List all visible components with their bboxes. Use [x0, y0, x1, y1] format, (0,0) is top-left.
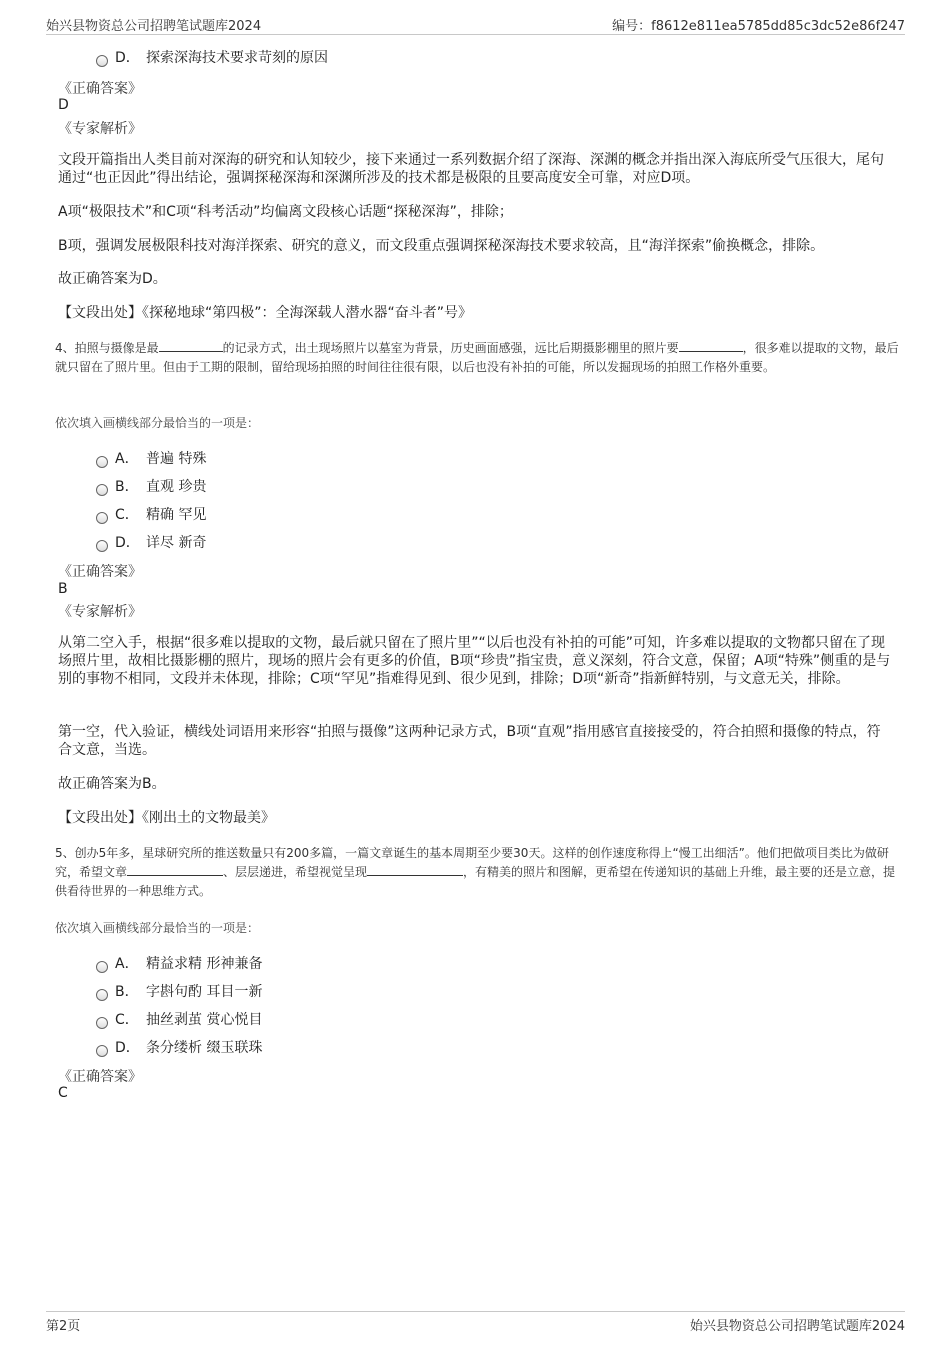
page-number: 第2页	[46, 1319, 81, 1334]
radio-icon[interactable]	[96, 484, 108, 496]
q4-analysis-p1: 从第二空入手，根据“很多难以提取的文物，最后就只留在了照片里”“以后也没有补拍的可能”可知，许多难以提取的文物都只留在了现场照片里，故相比摄影棚的照片，现场的照片会有更多的价值，B项“珍贵”指宝贵，意义深刻，符合文意，保留；A项“特殊”侧重的是与别的事物不相同，文段并未体现，排除；C项“罕见”指难得见到、很少见到，排除；D项“新奇”指新鲜特别，与文意无关，排除。	[58, 635, 891, 687]
q4-correct-answer-label: 《正确答案》	[58, 564, 142, 580]
q3-answer: D	[58, 97, 69, 113]
q4-expert-analysis-label: 《专家解析》	[58, 604, 142, 620]
q3-analysis-p2: A项“极限技术”和C项“科考活动”均偏离文段核心话题“探秘深海”，排除；	[58, 204, 513, 220]
q4-option-a[interactable]: A． 普遍 特殊	[96, 448, 206, 468]
page-header	[46, 14, 905, 35]
q4-blank-1	[159, 339, 223, 352]
q4-blank-2	[679, 339, 743, 352]
q4-stem: 4、拍照与摄像是最 的记录方式，出土现场照片以墓室为背景，历史画面感强，远比后期摄影棚里的照片要 ，很多难以提取的文物，最后就只留在了照片里。但由于工期的限制，留给现场拍照的时间往往很有限，以后也没有补拍的可能，所以发掘现场的拍照工作格外重要。	[55, 341, 899, 374]
q4-option-d[interactable]: D． 详尽 新奇	[96, 532, 206, 552]
q5-correct-answer-label: 《正确答案》	[58, 1069, 142, 1085]
radio-icon[interactable]	[96, 540, 108, 552]
q3-analysis-p1: 文段开篇指出人类目前对深海的研究和认知较少，接下来通过一系列数据介绍了深海、深渊的概念并指出深入海底所受气压很大，尾句通过“也正因此”得出结论，强调探秘深海和深渊所涉及的技术都是极限的且要高度安全可靠，对应D项。	[58, 152, 884, 186]
q5-option-a[interactable]: A． 精益求精 形神兼备	[96, 953, 262, 973]
radio-icon[interactable]	[96, 1045, 108, 1057]
radio-icon[interactable]	[96, 55, 108, 67]
q5-blank-2	[367, 863, 463, 876]
q5-blank-1	[127, 863, 223, 876]
q4-analysis-p3: 故正确答案为B。	[58, 776, 166, 792]
q5-option-c[interactable]: C． 抽丝剥茧 赏心悦目	[96, 1009, 262, 1029]
q5-option-d[interactable]: D． 条分缕析 缀玉联珠	[96, 1037, 262, 1057]
footer-title: 始兴县物资总公司招聘笔试题库2024	[689, 1319, 905, 1334]
q5-option-b[interactable]: B． 字斟句酌 耳目一新	[96, 981, 262, 1001]
page-footer	[46, 1311, 905, 1332]
radio-icon[interactable]	[96, 961, 108, 973]
q5-instruction: 依次填入画横线部分最恰当的一项是：	[55, 921, 260, 935]
q4-option-c[interactable]: C． 精确 罕见	[96, 504, 206, 524]
q4-analysis-p2: 第一空，代入验证，横线处词语用来形容“拍照与摄像”这两种记录方式，B项“直观”指用感官直接接受的，符合拍照和摄像的特点，符合文意，当选。	[58, 724, 881, 758]
q3-analysis-p4: 故正确答案为D。	[58, 271, 167, 287]
q3-expert-analysis-label: 《专家解析》	[58, 121, 142, 137]
q3-source: 【文段出处】《探秘地球“第四极”：全海深载人潜水器“奋斗者”号》	[58, 305, 473, 321]
q3-correct-answer-label: 《正确答案》	[58, 81, 142, 97]
header-serial-number: 编号：f8612e811ea5785dd85c3dc52e86f247	[612, 19, 905, 34]
q3-analysis-p3: B项，强调发展极限科技对海洋探索、研究的意义，而文段重点强调探秘深海技术要求较高，且“海洋探索”偷换概念，排除。	[58, 238, 825, 254]
radio-icon[interactable]	[96, 1017, 108, 1029]
q5-answer: C	[58, 1085, 68, 1101]
radio-icon[interactable]	[96, 456, 108, 468]
radio-icon[interactable]	[96, 512, 108, 524]
radio-icon[interactable]	[96, 989, 108, 1001]
q4-source: 【文段出处】《刚出土的文物最美》	[58, 810, 275, 826]
q3-option-d[interactable]: D． 探索深海技术要求苛刻的原因	[96, 47, 328, 67]
q5-stem: 5、创办5年多，星球研究所的推送数量只有200多篇，一篇文章诞生的基本周期至少要30天。这样的创作速度称得上“慢工出细活”。他们把做项目类比为做研究，希望文章 、层层递进，希望视觉呈现 ，有精美的照片和图解，更希望在传递知识的基础上升维，最主要的还是立意，提供看待世界的一种思维方式。	[55, 846, 896, 898]
q4-option-b[interactable]: B． 直观 珍贵	[96, 476, 206, 496]
q4-instruction: 依次填入画横线部分最恰当的一项是：	[55, 416, 260, 430]
header-title: 始兴县物资总公司招聘笔试题库2024	[46, 19, 262, 34]
q4-answer: B	[58, 581, 68, 597]
